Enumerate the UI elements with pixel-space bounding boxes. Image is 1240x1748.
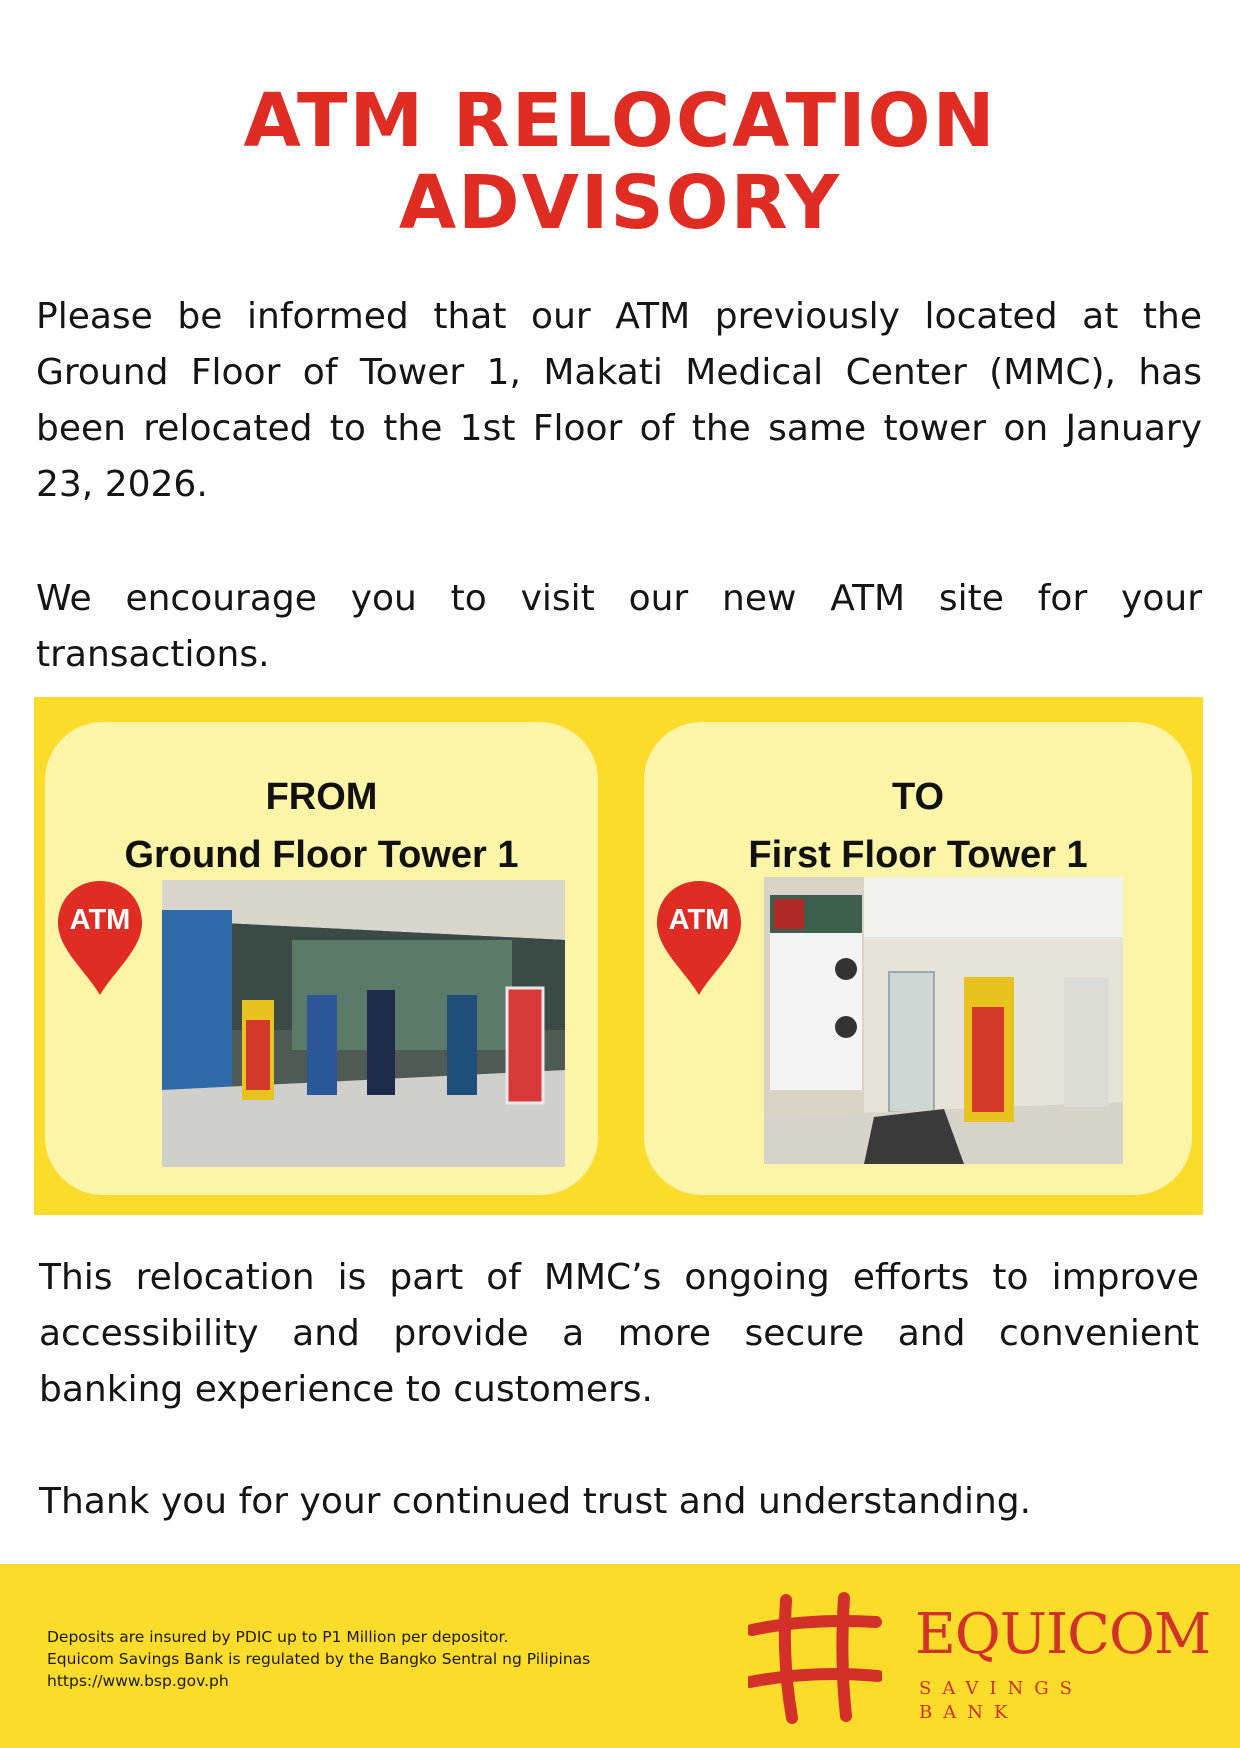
brand-tagline: SAVINGS BANK <box>919 1678 1084 1723</box>
paragraph-thank-you: Thank you for your continued trust and understanding. <box>39 1481 1032 1522</box>
paragraph-relocation-purpose: This relocation is part of MMC’s ongoing efforts to improve accessibility and provide a more secure and convenient banking experience to customers. <box>39 1257 1199 1410</box>
location-comparison-panel <box>34 697 1203 1215</box>
equicom-logo-icon <box>748 1590 882 1724</box>
first-floor-atm-photo <box>764 877 1123 1164</box>
map-pin-icon <box>56 879 144 997</box>
title-line-1: ATM RELOCATION <box>243 78 997 164</box>
bsp-link[interactable]: https://www.bsp.gov.ph <box>47 1672 229 1690</box>
paragraph-encouragement: We encourage you to visit our new ATM site for your transactions. <box>36 578 1202 675</box>
to-location-card <box>644 722 1192 1195</box>
ground-floor-atm-photo <box>162 880 565 1167</box>
pin-label: ATM <box>668 904 730 936</box>
regulatory-disclaimer <box>47 1626 590 1692</box>
to-heading <box>644 768 1192 884</box>
from-place: Ground Floor Tower 1 <box>124 834 519 876</box>
brand-name: EQUICOM <box>915 1602 1211 1667</box>
footer <box>0 1564 1240 1748</box>
to-label: TO <box>891 776 945 818</box>
advisory-title <box>0 80 1240 244</box>
from-heading <box>45 768 598 884</box>
pin-label: ATM <box>69 904 131 936</box>
from-location-card <box>45 722 598 1195</box>
paragraph-relocation-notice: Please be informed that our ATM previously located at the Ground Floor of Tower 1, Makati Medical Center (MMC), has been relocated to the 1st Floor of the same tower on January 23, 2026. <box>36 296 1202 505</box>
from-label: FROM <box>265 776 378 818</box>
disclaimer-pdic: Deposits are insured by PDIC up to P1 Million per depositor. <box>47 1628 509 1646</box>
title-line-2: ADVISORY <box>398 160 842 246</box>
disclaimer-bsp: Equicom Savings Bank is regulated by the Bangko Sentral ng Pilipinas <box>47 1650 591 1668</box>
map-pin-icon <box>655 879 743 997</box>
to-place: First Floor Tower 1 <box>748 834 1088 876</box>
